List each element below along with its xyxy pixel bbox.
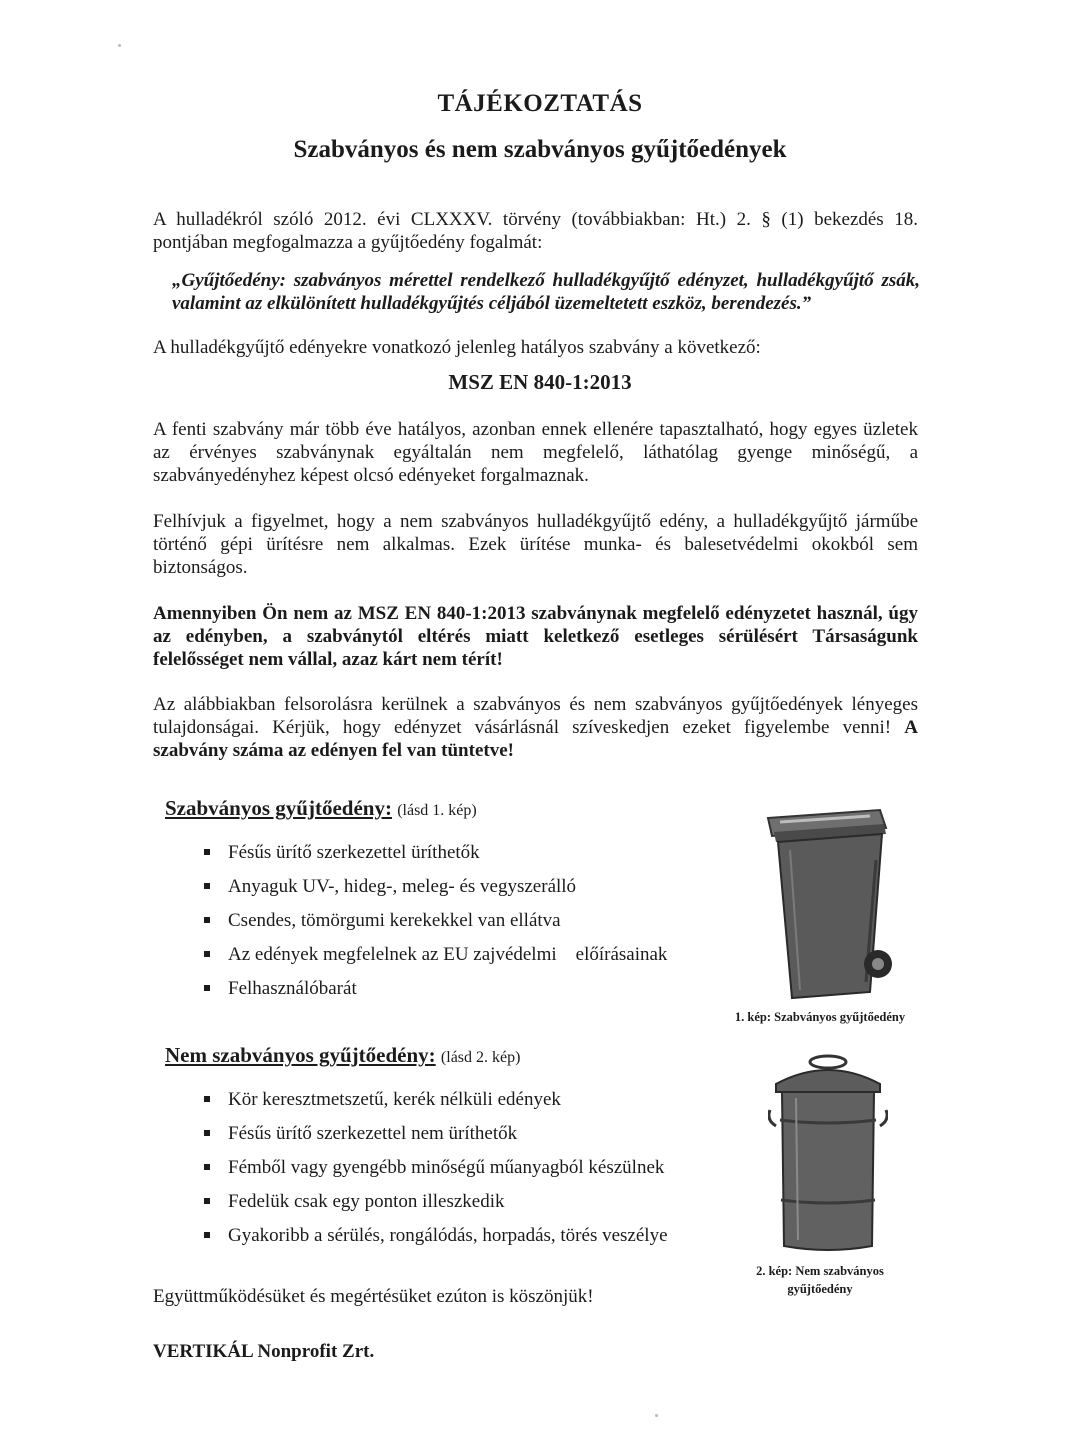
nonstandard-caption-line1: 2. kép: Nem szabványos (756, 1264, 884, 1278)
scan-speck (655, 1414, 658, 1417)
wheeled-bin-image (760, 800, 895, 1005)
nonstandard-bin-heading (165, 1043, 520, 1068)
paragraph-market: A fenti szabvány már több éve hatályos, azonban ennek ellenére tapasztalható, hogy egyes üzletek az érvényes szabványnak egyáltalán nem megfelelő, láthatólag gyenge minőségű, a szabványedényhez képest olcsó edényeket forgalmaznak. (153, 419, 918, 486)
liability-warning: Amennyiben Ön nem az MSZ EN 840-1:2013 szabványnak megfelelő edényzetet használ, úgy az edényben, a szabványtól eltérés miatt keletkező esetleges sérülésért Társaságunk felelősséget nem vállal, azaz kárt nem térít! (153, 603, 918, 670)
definition-quote: „Gyűjtőedény: szabványos mérettel rendelkező hulladékgyűjtő edényzet, hulladékgyűjtő zsák, valamint az elkülönített hulladékgyűjtés céljából üzemeltetett eszköz, berendezés.” (172, 270, 920, 314)
list-item: Fémből vagy gyengébb minőségű műanyagból készülnek (202, 1156, 722, 1190)
standard-bin-title: Szabványos gyűjtőedény: (165, 796, 392, 820)
round-bin-image (768, 1050, 888, 1255)
standard-code: MSZ EN 840-1:2013 (448, 370, 632, 394)
page-subtitle: Szabványos és nem szabványos gyűjtőedények (293, 136, 787, 163)
list-item: Csendes, tömörgumi kerekekkel van ellátva (202, 909, 722, 943)
list-item: Anyaguk UV-, hideg-, meleg- és vegyszerálló (202, 875, 722, 909)
standard-lead: A hulladékgyűjtő edényekre vonatkozó jelenleg hatályos szabvány a következő: (153, 337, 761, 358)
standard-bin-caption: 1. kép: Szabványos gyűjtőedény (734, 1010, 906, 1024)
list-item: Fésűs ürítő szerkezettel nem üríthetők (202, 1122, 722, 1156)
list-item: Az edények megfelelnek az EU zajvédelmi előírásainak (202, 943, 722, 977)
nonstandard-bin-ref: (lásd 2. kép) (440, 1049, 521, 1066)
list-item: Gyakoribb a sérülés, rongálódás, horpadás, törés veszélye (202, 1224, 722, 1258)
list-item: Fésűs ürítő szerkezettel üríthetők (202, 841, 722, 875)
closing-text: Együttműködésüket és megértésüket ezúton is köszönjük! (153, 1286, 594, 1307)
standard-bin-list (202, 841, 722, 1011)
paragraph-properties (153, 693, 918, 762)
properties-text: Az alábbiakban felsorolásra kerülnek a szabványos és nem szabványos gyűjtőedények lényeges tulajdonságai. Kérjük, hogy edényzet vásárlásnál szíveskedjen ezeket figyelembe venni! (153, 694, 918, 738)
list-item: Fedelük csak egy ponton illeszkedik (202, 1190, 722, 1224)
nonstandard-bin-title: Nem szabványos gyűjtőedény: (165, 1043, 436, 1067)
paragraph-notice: Felhívjuk a figyelmet, hogy a nem szabványos hulladékgyűjtő edény, a hulladékgyűjtő járműbe történő gépi ürítésre nem alkalmas. Ezek ürítése munka- és balesetvédelmi okokból sem biztonságos. (153, 511, 918, 578)
standard-bin-ref: (lásd 1. kép) (397, 802, 477, 819)
list-item: Kör keresztmetszetű, kerék nélküli edények (202, 1088, 722, 1122)
nonstandard-bin-list (202, 1088, 722, 1258)
properties-note: A szabvány száma az edényen fel van tüntetve! (153, 717, 918, 761)
company-name: VERTIKÁL Nonprofit Zrt. (153, 1341, 375, 1362)
list-item: Felhasználóbarát (202, 977, 722, 1011)
nonstandard-caption-line2: gyűjtőedény (787, 1282, 853, 1296)
page-title: TÁJÉKOZTATÁS (437, 90, 643, 117)
nonstandard-bin-caption (720, 1262, 920, 1298)
scan-speck (118, 44, 121, 47)
standard-bin-heading (165, 796, 477, 821)
intro-paragraph: A hulladékról szóló 2012. évi CLXXXV. törvény (továbbiakban: Ht.) 2. § (1) bekezdés 18. pontjában megfogalmazza a gyűjtőedény fogalmát: (153, 209, 918, 253)
